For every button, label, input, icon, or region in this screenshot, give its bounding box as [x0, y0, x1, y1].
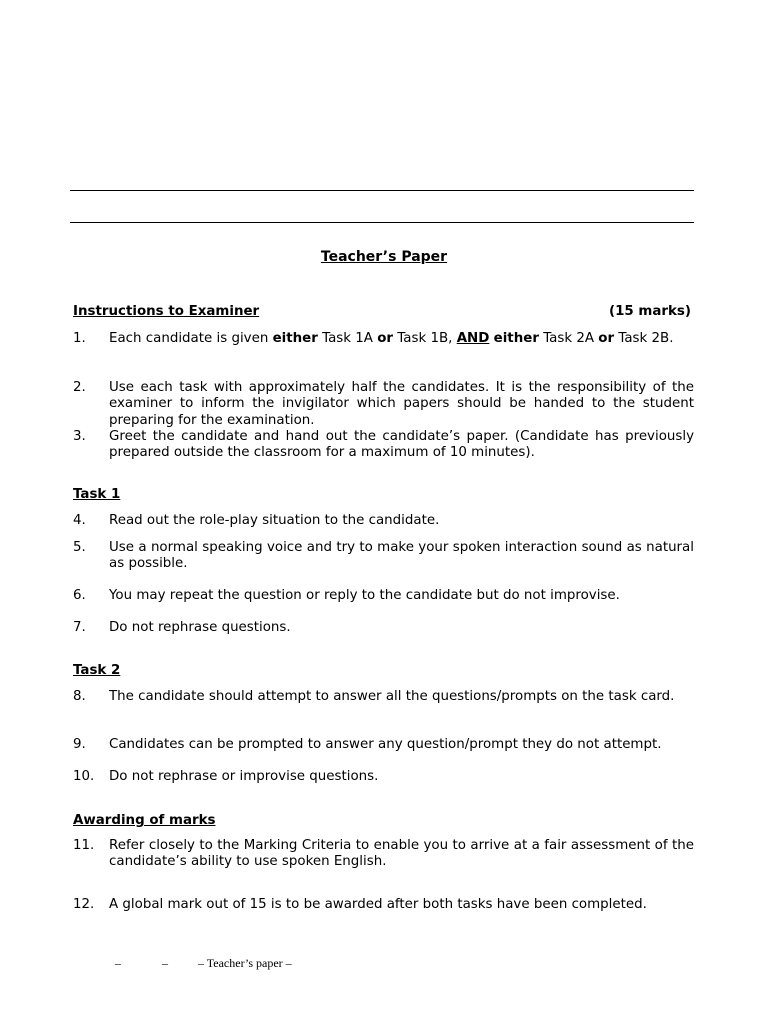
item-text: Do not rephrase or improvise questions. [109, 769, 379, 784]
item-text: Greet the candidate and hand out the candidate’s paper. (Candidate has previously prepared outside the classroom for a maximum of 10 minutes). [109, 429, 694, 461]
list-item [73, 540, 694, 573]
list-item [73, 588, 694, 604]
footer-dash-1: – [115, 956, 121, 970]
task2-heading: Task 2 [73, 663, 121, 678]
item-text: The candidate should attempt to answer all the questions/prompts on the task card. [109, 689, 675, 704]
item-text: You may repeat the question or reply to the candidate but do not improvise. [109, 588, 620, 603]
item-text: Read out the role-play situation to the candidate. [109, 513, 440, 528]
item-number: 11. [73, 838, 95, 853]
item-number: 7. [73, 620, 86, 635]
item-text: Refer closely to the Marking Criteria to enable you to arrive at a fair assessment of the candidate’s ability to use spoken English. [109, 838, 694, 870]
list-item [73, 429, 694, 462]
item-number: 9. [73, 737, 86, 752]
footer-dash-2: – [162, 956, 168, 970]
item-number: 2. [73, 380, 86, 395]
item-number: 8. [73, 689, 86, 704]
instructions-heading: Instructions to Examiner [73, 304, 260, 319]
list-item [73, 737, 694, 753]
list-item [73, 769, 694, 785]
list-item [73, 838, 694, 871]
top-rule-1 [70, 190, 694, 191]
top-rule-2 [70, 222, 694, 223]
item-number: 5. [73, 540, 86, 555]
item-number: 10. [73, 769, 95, 784]
item-text: Use a normal speaking voice and try to make your spoken interaction sound as natural as possible. [109, 540, 694, 572]
list-item [73, 689, 694, 705]
item-text: Use each task with approximately half the candidates. It is the responsibility of the examiner to inform the invigilator which papers should be handed to the student preparing for the examination. [109, 380, 694, 428]
item-number: 4. [73, 513, 86, 528]
awarding-heading: Awarding of marks [73, 813, 216, 828]
list-item [73, 513, 694, 529]
list-item [73, 380, 694, 429]
task1-heading: Task 1 [73, 487, 121, 502]
item-number: 6. [73, 588, 86, 603]
page-title: Teacher’s Paper [320, 249, 448, 265]
item-text: Candidates can be prompted to answer any question/prompt they do not attempt. [109, 737, 662, 752]
list-item [73, 620, 694, 636]
list-item [73, 331, 694, 347]
marks-total: (15 marks) [608, 304, 691, 319]
item-text: Do not rephrase questions. [109, 620, 291, 635]
footer-label: – Teacher’s paper – [198, 956, 292, 970]
item-number: 3. [73, 429, 86, 444]
item-text: A global mark out of 15 is to be awarded after both tasks have been completed. [109, 897, 647, 912]
item-number: 1. [73, 331, 86, 346]
item-number: 12. [73, 897, 95, 912]
item-text: Each candidate is given either Task 1A or Task 1B, AND either Task 2A or Task 2B. [109, 331, 674, 346]
list-item [73, 897, 694, 913]
